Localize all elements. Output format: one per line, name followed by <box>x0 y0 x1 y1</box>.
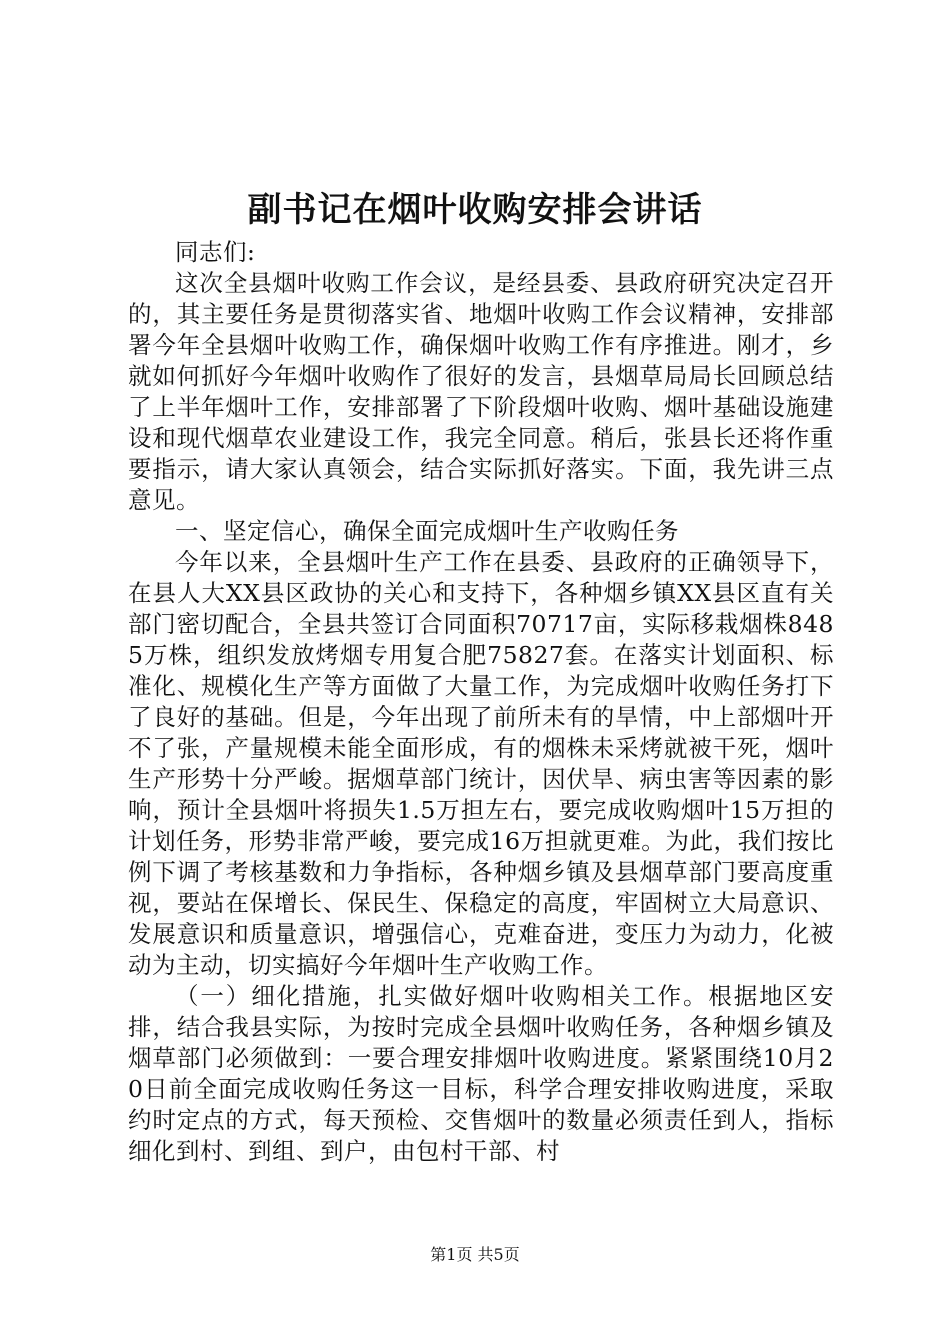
salutation-paragraph: 同志们: <box>175 238 256 266</box>
section-1-paragraph: 今年以来，全县烟叶生产工作在县委、县政府的正确领导下，在县人大XX县区政协的关心和支持下，各种烟乡镇XX县区直有关部门密切配合，全县共签订合同面积70717亩，实际移栽烟株8485万株，组织发放烤烟专用复合肥75827套。在落实计划面积、标准化、规模化生产等方面做了大量工作，为完成烟叶收购任务打下了良好的基础。但是，今年出现了前所未有的旱情，中上部烟叶开不了张，产量规模未能全面形成，有的烟株未采烤就被干死，烟叶生产形势十分严峻。据烟草部门统计，因伏旱、病虫害等因素的影响，预计全县烟叶将损失1.5万担左右，要完成收购烟叶15万担的计划任务，形势非常严峻，要完成16万担就更难。为此，我们按比例下调了考核基数和力争指标，各种烟乡镇及县烟草部门要高度重视，要站在保增长、保民生、保稳定的高度，牢固树立大局意识、发展意识和质量意识，增强信心，克难奋进，变压力为动力，化被动为主动，切实搞好今年烟叶生产收购工作。 <box>128 548 834 979</box>
section-heading-1: 一、坚定信心，确保全面完成烟叶生产收购任务 <box>175 517 679 545</box>
page-footer: 第1页 共5页 <box>430 1245 520 1264</box>
document-body <box>128 237 834 1167</box>
document-title: 副书记在烟叶收购安排会讲话 <box>247 190 703 230</box>
subsection-1-paragraph: （一）细化措施，扎实做好烟叶收购相关工作。根据地区安排，结合我县实际，为按时完成全县烟叶收购任务，各种烟乡镇及烟草部门必须做到：一要合理安排烟叶收购进度。紧紧围绕10月20日前全面完成收购任务这一目标，科学合理安排收购进度，采取约时定点的方式，每天预检、交售烟叶的数量必须责任到人，指标细化到村、到组、到户，由包村干部、村 <box>128 982 834 1165</box>
intro-paragraph: 这次全县烟叶收购工作会议，是经县委、县政府研究决定召开的，其主要任务是贯彻落实省、地烟叶收购工作会议精神，安排部署今年全县烟叶收购工作，确保烟叶收购工作有序推进。刚才，乡就如何抓好今年烟叶收购作了很好的发言，县烟草局局长回顾总结了上半年烟叶工作，安排部署了下阶段烟叶收购、烟叶基础设施建设和现代烟草农业建设工作，我完全同意。稍后，张县长还将作重要指示，请大家认真领会，结合实际抓好落实。下面，我先讲三点意见。 <box>128 269 834 514</box>
